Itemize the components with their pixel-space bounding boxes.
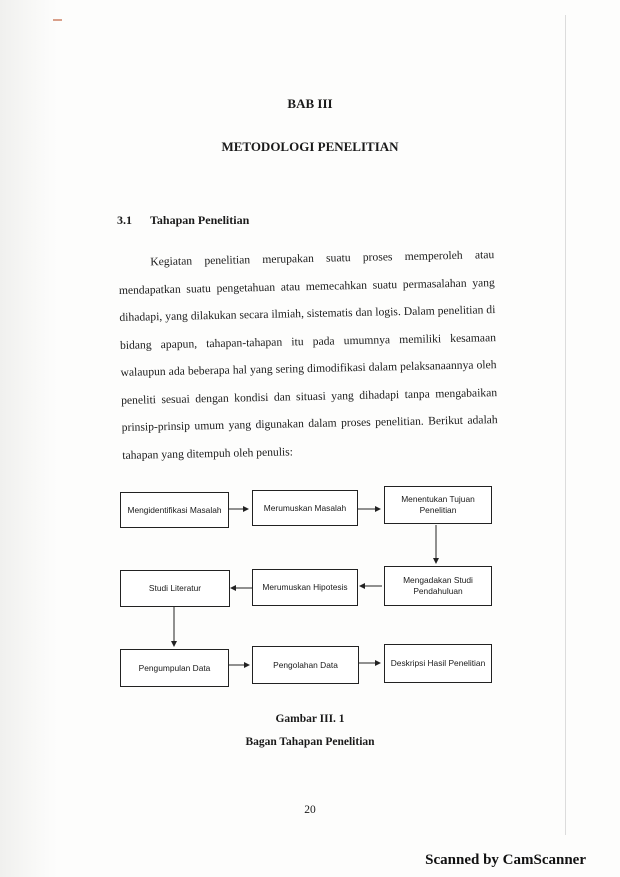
section-title: Tahapan Penelitian [150, 213, 250, 227]
figure-number: Gambar III. 1 [275, 713, 345, 725]
flow-step-4: Mengadakan Studi Pendahuluan [384, 566, 492, 606]
page-edge-line [565, 15, 566, 835]
flowchart [112, 478, 502, 693]
body-paragraph: Kegiatan penelitian merupakan suatu proses memperoleh atau mendapatkan suatu pengetahuan atau memecahkan suatu permasalahan yang dihadapi, yang dilakukan secara ilmiah, sistematis dan logis. Dalam penelitian di bidang apapun, tahapan-tahapan itu pada umumnya memiliki kesamaan walaupun ada beberapa hal yang sering dimodifikasi dalam pelaksanaannya oleh peneliti sesuai dengan kondisi dan situasi yang dihadapi tanpa mengabaikan prinsip-prinsip umum yang digunakan dalam proses penelitian. Berikut adalah tahapan yang ditempuh oleh penulis: [118, 248, 498, 462]
chapter-title: METODOLOGI PENELITIAN [221, 139, 399, 154]
scan-speck [53, 19, 62, 21]
flow-step-1: Mengidentifikasi Masalah [120, 492, 229, 528]
flow-step-7: Pengumpulan Data [120, 649, 229, 687]
flow-step-2: Merumuskan Masalah [252, 490, 358, 526]
flow-step-6: Studi Literatur [120, 570, 230, 607]
page-number: 20 [304, 804, 316, 816]
flow-step-9: Deskripsi Hasil Penelitian [384, 644, 492, 683]
flow-step-3: Menentukan Tujuan Penelitian [384, 486, 492, 524]
figure-caption: Bagan Tahapan Penelitian [245, 736, 375, 748]
flow-step-8: Pengolahan Data [252, 646, 359, 684]
flow-step-5: Merumuskan Hipotesis [252, 569, 358, 606]
camscanner-watermark: Scanned by CamScanner [425, 852, 586, 868]
section-number: 3.1 [117, 213, 132, 227]
chapter-heading: BAB III [287, 96, 333, 111]
